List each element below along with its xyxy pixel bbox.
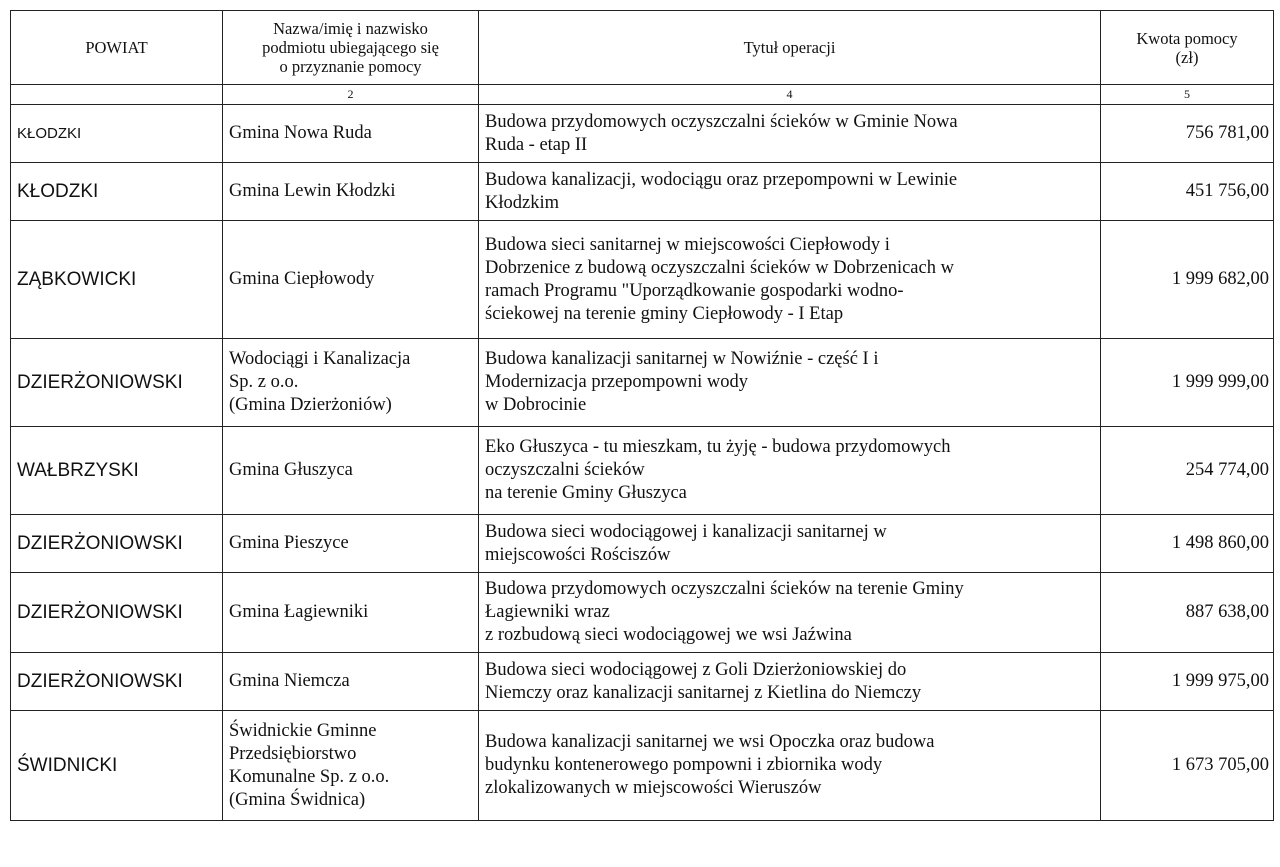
cell-tytul-line: Budowa kanalizacji, wodociągu oraz przepompowni w Lewinie	[485, 169, 958, 190]
cell-podmiot-line: Gmina Łagiewniki	[229, 602, 369, 622]
cell-podmiot-line: Wodociągi i Kanalizacja	[229, 349, 411, 369]
cell-podmiot	[223, 515, 479, 573]
cell-tytul	[479, 711, 1101, 821]
header-podmiot-line: Nazwa/imię i nazwisko	[273, 19, 428, 38]
cell-tytul-line: Budowa przydomowych oczyszczalni ścieków na terenie Gminy	[485, 579, 964, 599]
cell-podmiot	[223, 163, 479, 221]
cell-tytul-line: ściekowej na terenie gminy Ciepłowody - I Etap	[485, 303, 844, 324]
cell-podmiot-line: Gmina Głuszyca	[229, 460, 353, 480]
cell-podmiot-line: Gmina Lewin Kłodzki	[229, 181, 396, 201]
cell-podmiot	[223, 105, 479, 163]
table-row	[11, 339, 1274, 427]
table-row	[11, 163, 1274, 221]
header-kwota	[1101, 11, 1274, 85]
cell-tytul	[479, 573, 1101, 653]
header-powiat: POWIAT	[11, 11, 223, 85]
cell-tytul-line: Ruda - etap II	[485, 134, 588, 155]
cell-tytul-line: Budowa sieci wodociągowej i kanalizacji sanitarnej w	[485, 521, 887, 542]
table-row	[11, 573, 1274, 653]
column-number-row	[11, 85, 1274, 105]
cell-podmiot-line: Sp. z o.o.	[229, 372, 299, 392]
cell-tytul-line: Niemczy oraz kanalizacji sanitarnej z Kietlina do Niemczy	[485, 682, 922, 703]
table-body	[11, 105, 1274, 821]
cell-podmiot-line: Komunalne Sp. z o.o.	[229, 766, 390, 787]
header-kwota-line: Kwota pomocy	[1136, 28, 1238, 48]
cell-tytul-line: Budowa kanalizacji sanitarnej w Nowiźnie - część I i	[485, 349, 879, 369]
cell-tytul-line: na terenie Gminy Głuszyca	[485, 483, 687, 503]
header-row	[11, 11, 1274, 85]
aid-table	[10, 10, 1274, 821]
cell-tytul-line: Budowa przydomowych oczyszczalni ścieków w Gminie Nowa	[485, 111, 958, 132]
cell-tytul-line: miejscowości Rościszów	[485, 544, 671, 565]
cell-tytul-line: Budowa kanalizacji sanitarnej we wsi Opoczka oraz budowa	[485, 732, 935, 752]
cell-podmiot-line: Przedsiębiorstwo	[229, 743, 357, 764]
cell-tytul	[479, 653, 1101, 711]
cell-tytul-line: Budowa sieci sanitarnej w miejscowości Ciepłowody i	[485, 234, 890, 255]
cell-kwota: 1 498 860,00	[1101, 515, 1274, 573]
table-row	[11, 427, 1274, 515]
cell-powiat: KŁODZKI	[11, 163, 223, 221]
cell-powiat: DZIERŻONIOWSKI	[11, 653, 223, 711]
cell-powiat: ŚWIDNICKI	[11, 711, 223, 821]
cell-kwota: 1 673 705,00	[1101, 711, 1274, 821]
cell-tytul-line: budynku kontenerowego pompowni i zbiornika wody	[485, 755, 883, 775]
cell-tytul-line: zlokalizowanych w miejscowości Wieruszów	[485, 778, 822, 798]
cell-podmiot	[223, 711, 479, 821]
cell-podmiot-line: Gmina Pieszyce	[229, 533, 349, 553]
cell-powiat: DZIERŻONIOWSKI	[11, 515, 223, 573]
column-number: 2	[223, 85, 479, 105]
cell-tytul-line: Budowa sieci wodociągowej z Goli Dzierżoniowskiej do	[485, 659, 907, 680]
cell-tytul-line: Kłodzkim	[485, 192, 559, 213]
cell-tytul	[479, 427, 1101, 515]
cell-tytul-line: Łagiewniki wraz	[485, 602, 610, 622]
cell-podmiot	[223, 339, 479, 427]
header-kwota-line: (zł)	[1175, 47, 1199, 67]
cell-tytul-line: z rozbudową sieci wodociągowej we wsi Jaźwina	[485, 625, 852, 645]
cell-powiat: KŁODZKI	[11, 105, 223, 163]
cell-podmiot	[223, 221, 479, 339]
cell-podmiot-line: Gmina Nowa Ruda	[229, 123, 372, 143]
cell-tytul	[479, 339, 1101, 427]
cell-powiat: ZĄBKOWICKI	[11, 221, 223, 339]
cell-tytul-line: w Dobrocinie	[485, 395, 587, 415]
cell-kwota: 451 756,00	[1101, 163, 1274, 221]
header-podmiot-line: o przyznanie pomocy	[279, 57, 422, 76]
cell-podmiot-line: Świdnickie Gminne	[229, 720, 377, 741]
cell-tytul-line: Dobrzenice z budową oczyszczalni ścieków w Dobrzenicach w	[485, 257, 954, 278]
cell-kwota: 254 774,00	[1101, 427, 1274, 515]
cell-podmiot	[223, 573, 479, 653]
cell-podmiot-line: Gmina Niemcza	[229, 671, 350, 691]
cell-kwota: 1 999 975,00	[1101, 653, 1274, 711]
column-number: 4	[479, 85, 1101, 105]
column-number	[11, 85, 223, 105]
header-tytul: Tytuł operacji	[479, 11, 1101, 85]
cell-tytul	[479, 163, 1101, 221]
cell-podmiot	[223, 653, 479, 711]
table-row	[11, 221, 1274, 339]
cell-powiat: DZIERŻONIOWSKI	[11, 339, 223, 427]
cell-podmiot-line: (Gmina Dzierżoniów)	[229, 395, 392, 415]
table-row	[11, 711, 1274, 821]
header-podmiot	[223, 11, 479, 85]
cell-powiat: DZIERŻONIOWSKI	[11, 573, 223, 653]
cell-tytul-line: ramach Programu "Uporządkowanie gospodarki wodno-	[485, 280, 904, 301]
cell-tytul	[479, 221, 1101, 339]
header-podmiot-line: podmiotu ubiegającego się	[262, 38, 439, 57]
cell-powiat: WAŁBRZYSKI	[11, 427, 223, 515]
cell-podmiot-line: (Gmina Świdnica)	[229, 789, 366, 810]
column-number: 5	[1101, 85, 1274, 105]
cell-tytul-line: oczyszczalni ścieków	[485, 460, 645, 480]
cell-kwota: 1 999 682,00	[1101, 221, 1274, 339]
cell-tytul-line: Modernizacja przepompowni wody	[485, 372, 749, 392]
table-row	[11, 105, 1274, 163]
document-page	[10, 10, 1274, 821]
cell-tytul	[479, 515, 1101, 573]
table-row	[11, 653, 1274, 711]
table-row	[11, 515, 1274, 573]
cell-tytul	[479, 105, 1101, 163]
cell-kwota: 1 999 999,00	[1101, 339, 1274, 427]
cell-kwota: 756 781,00	[1101, 105, 1274, 163]
cell-podmiot	[223, 427, 479, 515]
cell-kwota: 887 638,00	[1101, 573, 1274, 653]
cell-tytul-line: Eko Głuszyca - tu mieszkam, tu żyję - budowa przydomowych	[485, 437, 951, 457]
cell-podmiot-line: Gmina Ciepłowody	[229, 269, 375, 289]
